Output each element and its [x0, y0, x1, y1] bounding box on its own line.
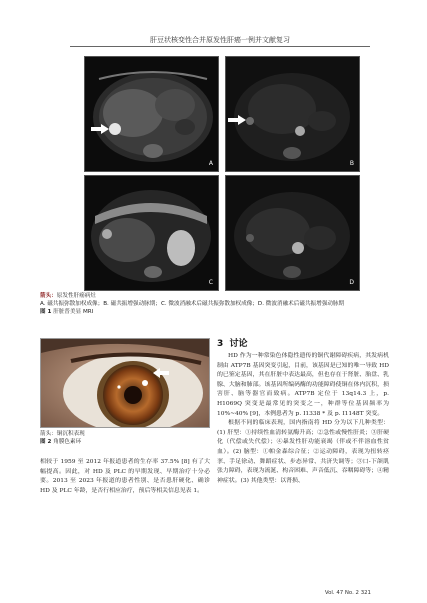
figure-2-title: [40, 438, 210, 446]
section-title: 讨论: [229, 339, 248, 349]
figure-2-label: 图 2: [40, 439, 52, 445]
mri-panel-a: [84, 56, 219, 172]
left-column: [40, 458, 210, 496]
arrow-icon: [91, 124, 109, 134]
figure-1-label: 图 1: [40, 309, 52, 315]
figure-1-title-text: 肝脏普美显 MRI: [53, 309, 94, 315]
figure-2-caption: [40, 430, 210, 446]
arrow-icon: [153, 363, 169, 382]
figure-1-items: A. 磁共振弥散加权成像；B. 磁共振增强动脉期；C. 微波消融术后磁共振弥散加权成像；D. 微波消融术后磁共振增强动脉期: [40, 301, 345, 307]
figure-1-caption: [40, 292, 390, 316]
figure-2-note: [40, 430, 210, 438]
left-paragraph: 相较于 1959 至 2012 年报道患者的生存率 37.5% [8] 有了大幅提高。因此，对 HD 及 PLC 的早期发现、早期治疗十分必要。2013 至 2023 年报道的患者性别、是否患肝硬化、确诊 HD 及 PLC 年龄，是否行相应治疗，预后等相关信息见表 1。: [40, 459, 210, 494]
right-paragraph-2: 根据不同的临床表现，国内指南将 HD 分为以下几种类型：(1) 肝型：①持续性血清转氨酶升高；②急性或慢性肝炎；③肝硬化（代偿或失代偿）；④暴发性肝功能衰竭（伴或不伴溶血性贫血）。(2) 脑型：①帕金森综合征；②运动障碍，表现为扭转痉挛、手足徐动、舞蹈症状、步态异常、共济失调等；③口-下颌肌张力障碍，表现为流涎、构音困难、声音低沉、吞咽障碍等；④精神症状。(3) 其他类型：以肾损、: [217, 420, 389, 484]
right-column: [217, 352, 389, 486]
figure-2-title-text: 角膜色素环: [53, 439, 82, 445]
running-header: 肝豆状核变性合并原发性肝癌一例并文献复习: [150, 36, 290, 44]
figure-1-note-text: 原发性肝癌病灶: [56, 293, 96, 299]
figure-2-note-key: 箭头：: [40, 431, 57, 437]
header-rule: [70, 46, 370, 47]
section-heading: [217, 336, 248, 349]
page-footer: Vol. 47 No. 2 321: [324, 590, 371, 596]
figure-1-note: [40, 292, 390, 300]
figure-2-eye-photo: [40, 338, 210, 428]
mri-panel-c: [84, 175, 219, 291]
arrow-icon: [228, 115, 246, 125]
figure-1-note-key: 箭头：: [40, 293, 57, 299]
panel-label-d: D: [349, 279, 354, 286]
section-number: 3: [217, 339, 224, 349]
panel-label-c: C: [208, 279, 213, 286]
panel-label-a: A: [208, 160, 213, 167]
figure-1: [84, 56, 358, 289]
figure-1-title: [40, 308, 390, 316]
mri-panel-d: [225, 175, 360, 291]
figure-2-note-text: 铜沉积表现: [56, 431, 85, 437]
panel-label-b: B: [349, 160, 354, 167]
right-paragraph-1: HD 作为一种常染色体隐性遗传的铜代谢障碍疾病，其发病机制由 ATP7B 基因突变引起，目前，该基因是已知的唯一导致 HD 的已鉴定基因，其在肝脏中表达最高，但也存在于肾脏、胎盘、乳腺、大脑和肺部。该基因所编码酶的功能障碍使铜在体内沉积，损害肝、脑等器官而致病。ATP7B 定位于 13q14.3 上，p. H1069Q 突变是最常见的突变之一，种群等位基因频率为 10%~40% [9]，本例患者为 p. I1338 * 及 p. I1148T 突变。: [217, 353, 389, 417]
mri-panel-b: [225, 56, 360, 172]
